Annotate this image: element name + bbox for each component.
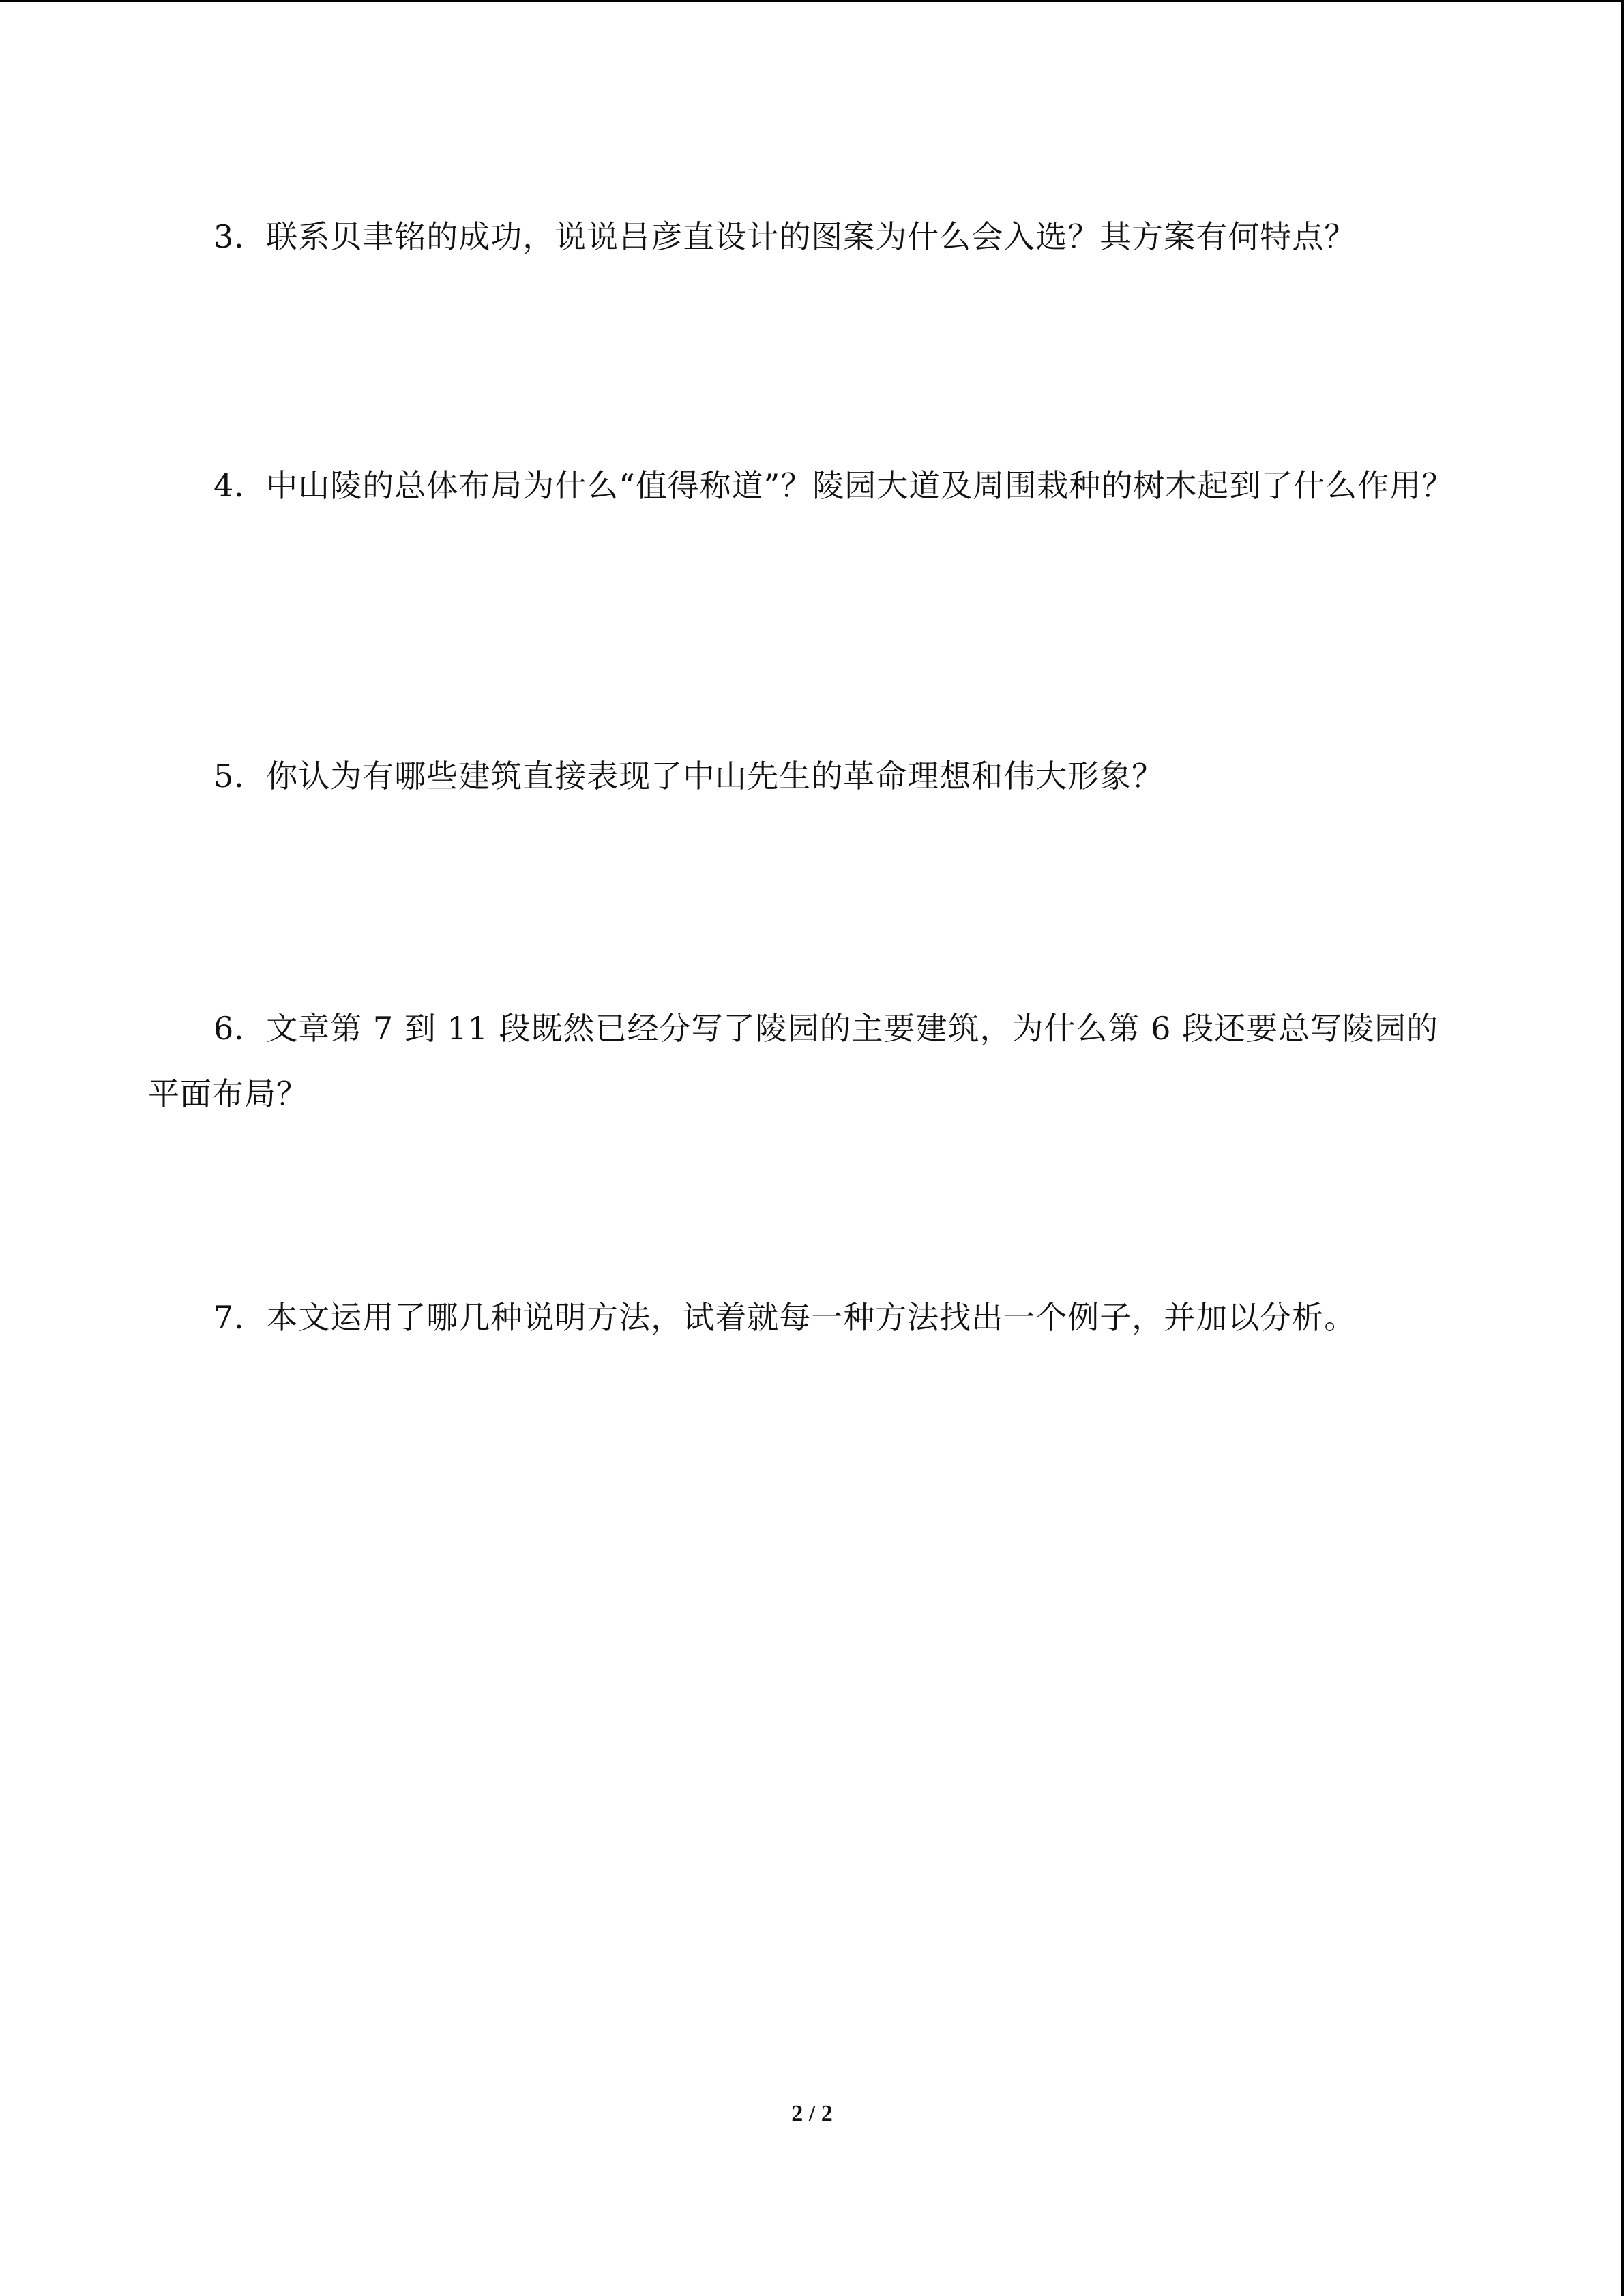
question-3: 3．联系贝聿铭的成功，说说吕彦直设计的图案为什么会入选？其方案有何特点？ xyxy=(213,218,1357,255)
question-5: 5．你认为有哪些建筑直接表现了中山先生的革命理想和伟大形象？ xyxy=(213,758,1164,794)
top-border-line xyxy=(0,0,1624,2)
question-4: 4．中山陵的总体布局为什么“值得称道”？陵园大道及周围栽种的树木起到了什么作用？ xyxy=(213,467,1454,504)
page-number: 2 / 2 xyxy=(791,2101,833,2126)
question-7: 7．本文运用了哪几种说明方法，试着就每一种方法找出一个例子，并加以分析。 xyxy=(213,1299,1357,1336)
right-border-line xyxy=(1621,0,1624,2296)
question-6: 6．文章第 7 到 11 段既然已经分写了陵园的主要建筑，为什么第 6 段还要总写陵园的平面布局？ xyxy=(148,1010,1439,1112)
